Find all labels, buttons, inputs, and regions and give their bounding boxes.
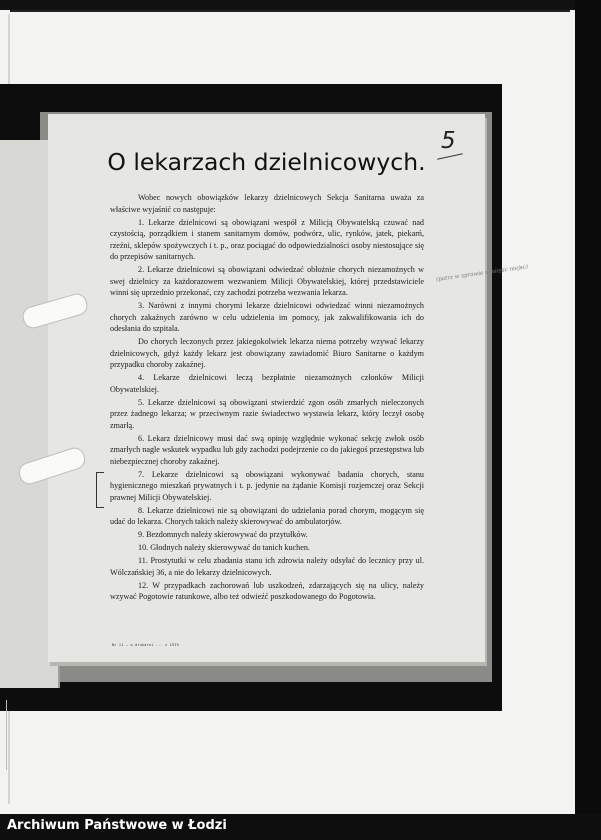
scan-top-line [10,10,570,12]
document-title: O lekarzach dzielnicowych. [107,148,426,176]
paragraph-intro: Wobec nowych obowiązków lekarzy dzielnicowych Sekcja Sanitarna uważa za właściwe wyjaśnić co następuje: [110,193,424,214]
paragraph-8: 8. Lekarze dzielnicowi nie są obowiązani do udzielania porad chorym, mogącym się udać do lekarza. Chorych takich należy skierowywać do ambulatorjów. [110,505,424,526]
paragraph-3: 3. Narówni z innymi chorymi lekarze dzielnicowi odwiedzać winni niezamożnych chorych zakaźnych zarówno w celu udzielenia im pomocy, jak zakwalifikowania ich do odesłania do szpitala. [110,301,424,333]
printer-imprint: Nr 11 — w drukarni ... z 1915 [112,643,179,647]
flap-marking [6,700,49,770]
paragraph-10: 10. Głodnych należy skierowywać do tanich kuchen. [138,543,310,552]
archive-label: Archiwum Państwowe w Łodzi [7,818,227,833]
paragraph-6: 6. Lekarz dzielnicowy musi dać swą opinję względnie wykonać sekcję zwłok osób zmarłych nagle wskutek wypadku lub gdy zachodzi podejrzenie co do jakiegoś przestępstwa lub niebezpiecznej choroby zakaźnej. [110,433,424,466]
paragraph-9: 9. Bezdomnych należy skierowywać do przytułków. [138,530,308,539]
paragraph-4: 4. Lekarze dzielnicowi leczą bezpłatnie niezamożnych członków Milicji Obywatelskiej. [110,373,424,394]
document-body [110,192,424,604]
paragraph-5: 5. Lekarze dzielnicowi są obowiązani stwierdzić zgon osób zmarłych nieleczonych przez żadnego lekarza; w przeciwnym razie świadectwo wystawia lekarz, który leczył osobę zmarłą. [110,397,424,430]
handwritten-page-number: 5 [441,128,456,154]
paragraph-1: 1. Lekarze dzielnicowi są obowiązani wespół z Milicją Obywatelską czuwać nad czystością, porządkiem i stanem sanitarnym domów, podwórz, ulic, rynków, jatek, piekarń, rzeźni, sklepów spożywczych i t. p., oraz pociągać do odpowiedzialności osoby niestosujące się do przepisów sanitarnych. [110,217,424,261]
paragraph-7: 7. Lekarze dzielnicowi są obowiązani wykonywać badania chorych, stanu hygienicznego mieszkań prywatnych i t. p. jedynie na żądanie Komisji rozjemczej oraz Sekcji prawnej Milicji Obywatelskiej. [110,469,424,502]
handwritten-margin-note: (patrz w sprawie z miejsc niejsc) [435,264,529,284]
paragraph-11: 11. Prostytutki w celu zbadania stanu ich zdrowia należy odsyłać do lecznicy przy ul. Wólczańskiej 36, a nie do lekarzy dzielnicowych. [110,556,424,577]
paragraph-3-note: Do chorych leczonych przez jakiegokolwiek lekarza niema potrzeby wzywać lekarzy dzielnicowych, gdyż każdy lekarz jest obowiązany zawiadomić Biuro Sanitarne o każdym przypadku choroby zakaźnej. [110,337,424,369]
paragraph-2: 2. Lekarze dzielnicowi są obowiązani odwiedzać obłożnie chorych niezamożnych w swej dzielnicy za każdorazowem wezwaniem Milicji Obywatelskiej, której przedstawiciele winni się uprzednio przekonać, czy zachodzi potrzeba wezwania lekarza. [110,265,424,297]
scan-right-border [575,0,601,815]
scan-top-border [0,0,590,10]
paragraph-12: 12. W przypadkach zachorowań lub uszkodzeń, zdarzających się na ulicy, należy wzywać Pogotowie ratunkowe, albo też odwieźć poszkodowanego do Pogotowia. [110,580,424,601]
pencil-bracket-mark [96,472,104,508]
